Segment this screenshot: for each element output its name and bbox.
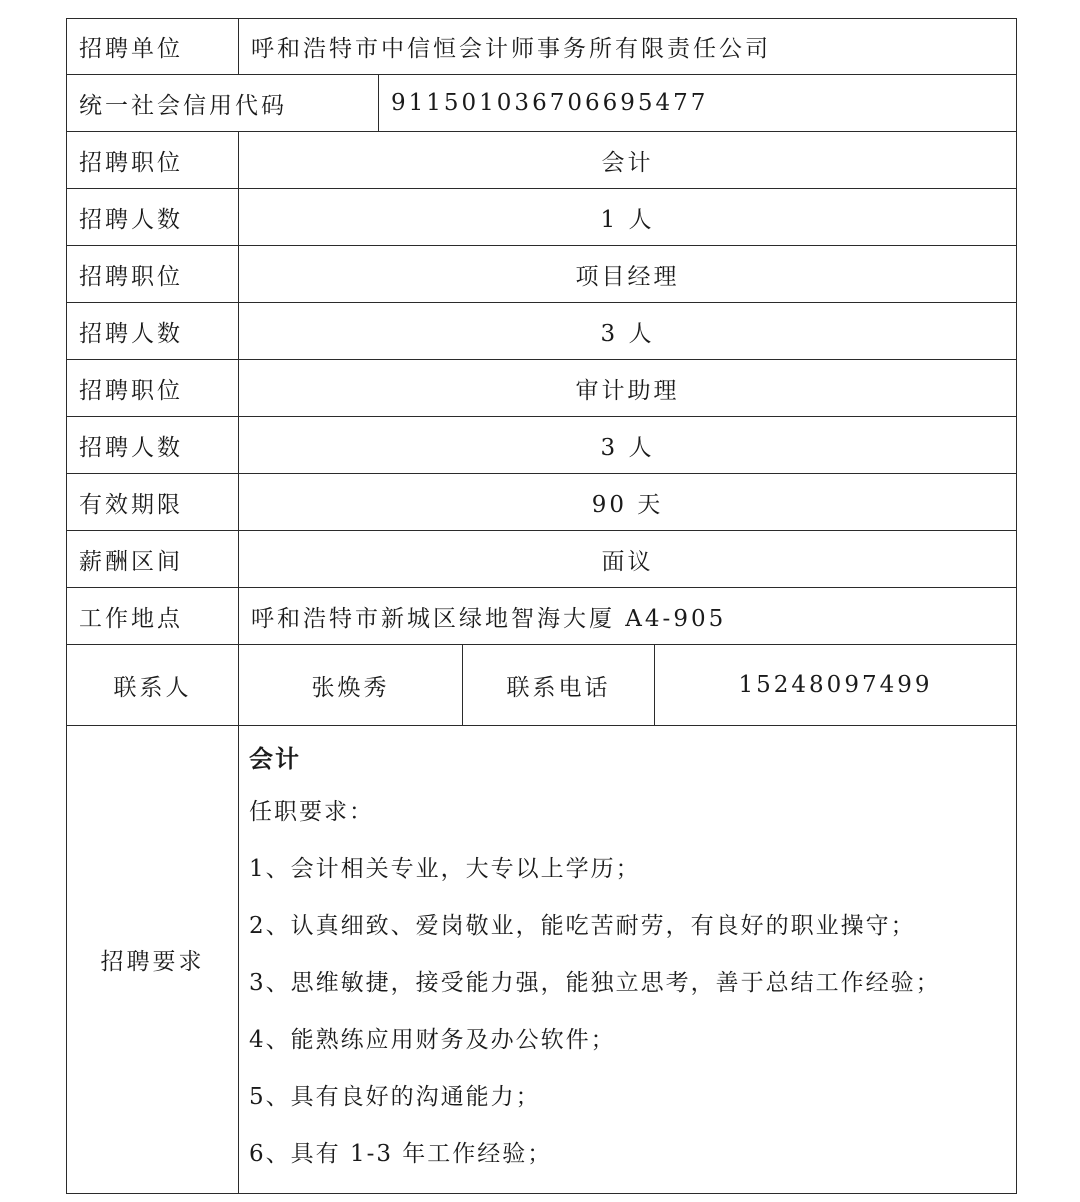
headcount-value: 1 人	[239, 189, 1017, 246]
location-value: 呼和浩特市新城区绿地智海大厦 A4-905	[239, 588, 1017, 645]
headcount-row	[67, 189, 1017, 246]
position-row	[67, 246, 1017, 303]
requirements-content	[239, 726, 1017, 1194]
salary-value: 面议	[239, 531, 1017, 588]
headcount-value: 3 人	[239, 417, 1017, 474]
contact-row	[67, 645, 1017, 726]
position-row	[67, 360, 1017, 417]
recruitment-table	[66, 18, 1017, 1194]
position-label: 招聘职位	[67, 132, 239, 189]
salary-label: 薪酬区间	[67, 531, 239, 588]
headcount-row	[67, 303, 1017, 360]
headcount-value: 3 人	[239, 303, 1017, 360]
location-label: 工作地点	[67, 588, 239, 645]
position-label: 招聘职位	[67, 246, 239, 303]
validity-label: 有效期限	[67, 474, 239, 531]
position-value: 项目经理	[239, 246, 1017, 303]
validity-value: 90 天	[239, 474, 1017, 531]
requirement-item: 1、会计相关专业，大专以上学历；	[249, 856, 641, 882]
credit-code-value: 911501036706695477	[379, 75, 1017, 132]
contact-person-value: 张焕秀	[239, 645, 463, 726]
credit-code-label: 统一社会信用代码	[67, 75, 379, 132]
requirement-item: 5、具有良好的沟通能力；	[249, 1084, 541, 1110]
headcount-label: 招聘人数	[67, 303, 239, 360]
position-label: 招聘职位	[67, 360, 239, 417]
contact-phone-label: 联系电话	[463, 645, 655, 726]
contact-person-label: 联系人	[67, 645, 239, 726]
headcount-label: 招聘人数	[67, 189, 239, 246]
position-value: 会计	[239, 132, 1017, 189]
requirement-item: 4、能熟练应用财务及办公软件；	[249, 1027, 616, 1053]
requirement-item: 2、认真细致、爱岗敬业，能吃苦耐劳，有良好的职业操守；	[249, 913, 916, 939]
requirement-item: 3、思维敏捷，接受能力强，能独立思考，善于总结工作经验；	[249, 970, 941, 996]
headcount-label: 招聘人数	[67, 417, 239, 474]
requirement-item: 6、具有 1-3 年工作经验；	[249, 1141, 553, 1167]
location-row	[67, 588, 1017, 645]
validity-row	[67, 474, 1017, 531]
position-row	[67, 132, 1017, 189]
requirements-subheading: 任职要求：	[249, 799, 374, 825]
requirements-heading: 会计	[249, 744, 301, 773]
company-row	[67, 19, 1017, 75]
headcount-row	[67, 417, 1017, 474]
requirements-label: 招聘要求	[67, 726, 239, 1194]
credit-code-row	[67, 75, 1017, 132]
contact-phone-value: 15248097499	[655, 645, 1017, 726]
salary-row	[67, 531, 1017, 588]
company-value: 呼和浩特市中信恒会计师事务所有限责任公司	[239, 19, 1017, 75]
position-value: 审计助理	[239, 360, 1017, 417]
company-label: 招聘单位	[67, 19, 239, 75]
requirements-row	[67, 726, 1017, 1194]
